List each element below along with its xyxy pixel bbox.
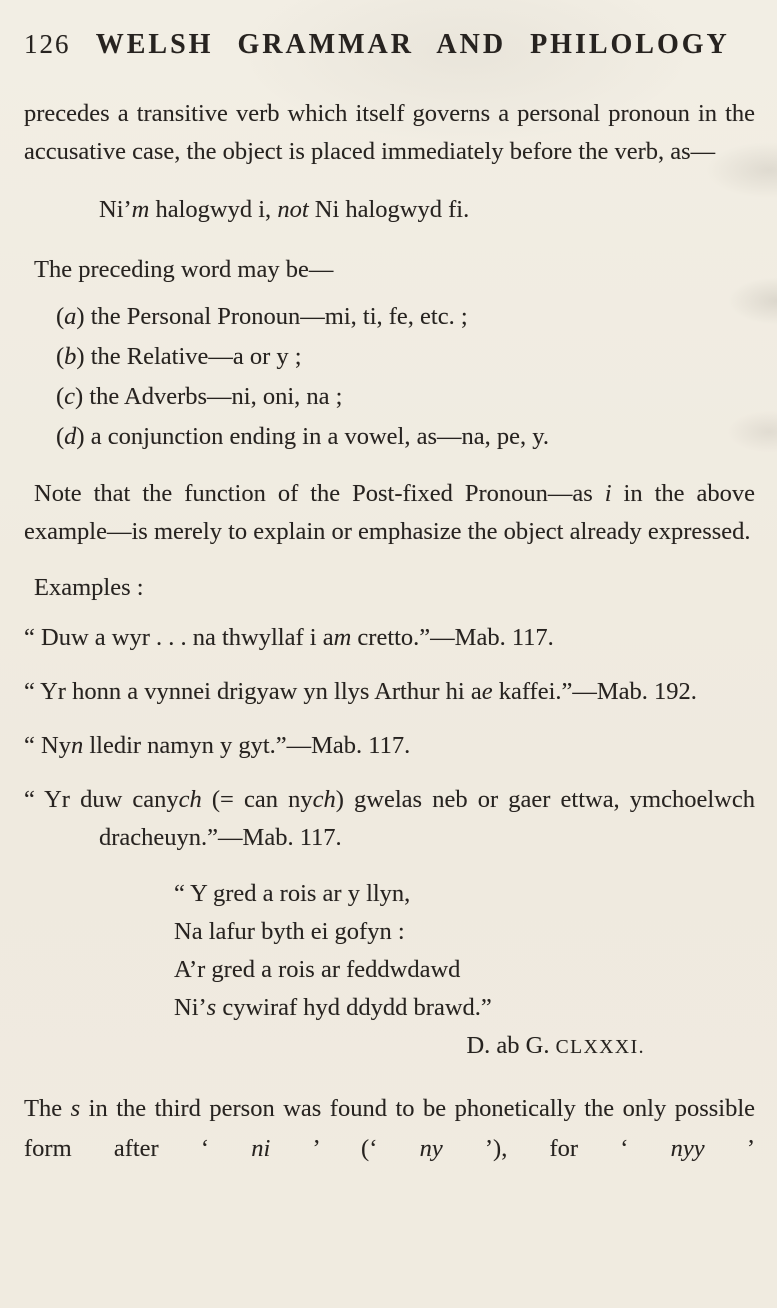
- preceding-word-intro: The preceding word may be—: [34, 256, 334, 283]
- italic-run: not: [277, 196, 309, 223]
- text-run: ) the Adverbs—ni, oni, na ;: [75, 383, 343, 410]
- text-run: in the third person was found to be phonetically the only possible form after ‘: [24, 1095, 755, 1162]
- poem-line-1: [174, 875, 755, 913]
- text-run: halogwyd i,: [149, 196, 278, 223]
- text-run: “ Ny: [24, 732, 71, 759]
- poem-line-3: [174, 951, 755, 989]
- text-run: “ Yr honn a vynnei drigyaw yn llys Arthur hi a: [24, 678, 482, 705]
- text-run: ’), for ‘: [442, 1135, 671, 1162]
- closing-paragraph: [24, 1089, 755, 1169]
- quotation-2: [24, 673, 755, 711]
- text-run: (: [56, 343, 65, 370]
- italic-run: s: [70, 1095, 81, 1122]
- italic-run: e: [481, 678, 493, 705]
- text-run: Ni’: [174, 994, 207, 1021]
- italic-run: ch: [312, 786, 336, 813]
- italic-run: a: [64, 303, 77, 330]
- text-run: “ Y gred a rois ar y llyn,: [174, 880, 411, 907]
- italic-run: i: [604, 480, 612, 507]
- text-run: (= can ny: [201, 786, 313, 813]
- italic-run: ch: [178, 786, 202, 813]
- verb-order-example: [99, 191, 755, 229]
- text-run: (: [56, 303, 65, 330]
- text-run: cretto.”—Mab. 117.: [351, 624, 554, 651]
- text-run: A’r gred a rois ar feddwdawd: [174, 956, 461, 983]
- poem-line-4: [174, 989, 755, 1027]
- text-run: ’: [704, 1135, 755, 1162]
- page-number: 126: [24, 29, 71, 59]
- italic-run: n: [70, 732, 84, 759]
- poem-quotation: [174, 875, 755, 1027]
- text-run: ) gwelas neb or gaer ettwa, ymchoelwch dracheuyn.”—Mab. 117.: [99, 786, 755, 851]
- text-run: ) a conjunction ending in a vowel, as—na, pe, y.: [76, 423, 550, 450]
- quotation-1: [24, 619, 755, 657]
- running-title: WELSH GRAMMAR AND PHILOLOGY: [95, 29, 730, 60]
- text-run: “ Duw a wyr . . . na thwyllaf i a: [24, 624, 334, 651]
- poem-line-2: [174, 913, 755, 951]
- text-run: (: [56, 383, 65, 410]
- text-run: “ Yr duw cany: [24, 786, 179, 813]
- list-item-c: [56, 377, 755, 417]
- text-run: D. ab G.: [466, 1032, 556, 1059]
- italic-run: m: [333, 624, 352, 651]
- text-run: Note that the function of the Post-fixed Pronoun—as: [34, 480, 605, 507]
- italic-run: s: [206, 994, 217, 1021]
- italic-run: m: [131, 196, 150, 223]
- paragraph-intro: precedes a transitive verb which itself governs a personal pronoun in the accusative case, the object is placed immediately before the verb, as—: [24, 100, 755, 165]
- italic-run: d: [64, 423, 77, 450]
- text-run: ’ (‘: [270, 1135, 420, 1162]
- text-run: The: [24, 1095, 71, 1122]
- italic-run: nyy: [670, 1135, 705, 1162]
- page-header: [24, 24, 755, 65]
- text-run: Ni halogwyd fi.: [308, 196, 470, 223]
- text-run: lledir namyn y gyt.”—Mab. 117.: [83, 732, 411, 759]
- text-run: ) the Personal Pronoun—mi, ti, fe, etc. ;: [76, 303, 468, 330]
- text-run: Na lafur byth ei gofyn :: [174, 918, 405, 945]
- list-item-d: [56, 417, 755, 457]
- text-run: in the above example—is merely to explain or emphasize the object already expressed.: [24, 480, 755, 545]
- italic-run: c: [64, 383, 76, 410]
- quotation-3: [24, 727, 755, 765]
- preceding-word-list: [56, 297, 755, 457]
- quotation-4: [24, 781, 755, 857]
- italic-run: ny: [419, 1135, 443, 1162]
- list-item-a: [56, 297, 755, 337]
- poem-attribution: [24, 1027, 755, 1067]
- text-run: cywiraf hyd ddydd brawd.”: [216, 994, 492, 1021]
- italic-run: b: [64, 343, 77, 370]
- text-run: Ni’: [99, 196, 132, 223]
- small-caps-run: CLXXXI.: [555, 1037, 645, 1058]
- note-paragraph: [24, 475, 755, 551]
- text-run: ) the Relative—a or y ;: [76, 343, 302, 370]
- examples-label: Examples :: [34, 574, 144, 601]
- italic-run: ni: [251, 1135, 271, 1162]
- list-item-b: [56, 337, 755, 377]
- text-run: (: [56, 423, 65, 450]
- text-run: kaffei.”—Mab. 192.: [492, 678, 697, 705]
